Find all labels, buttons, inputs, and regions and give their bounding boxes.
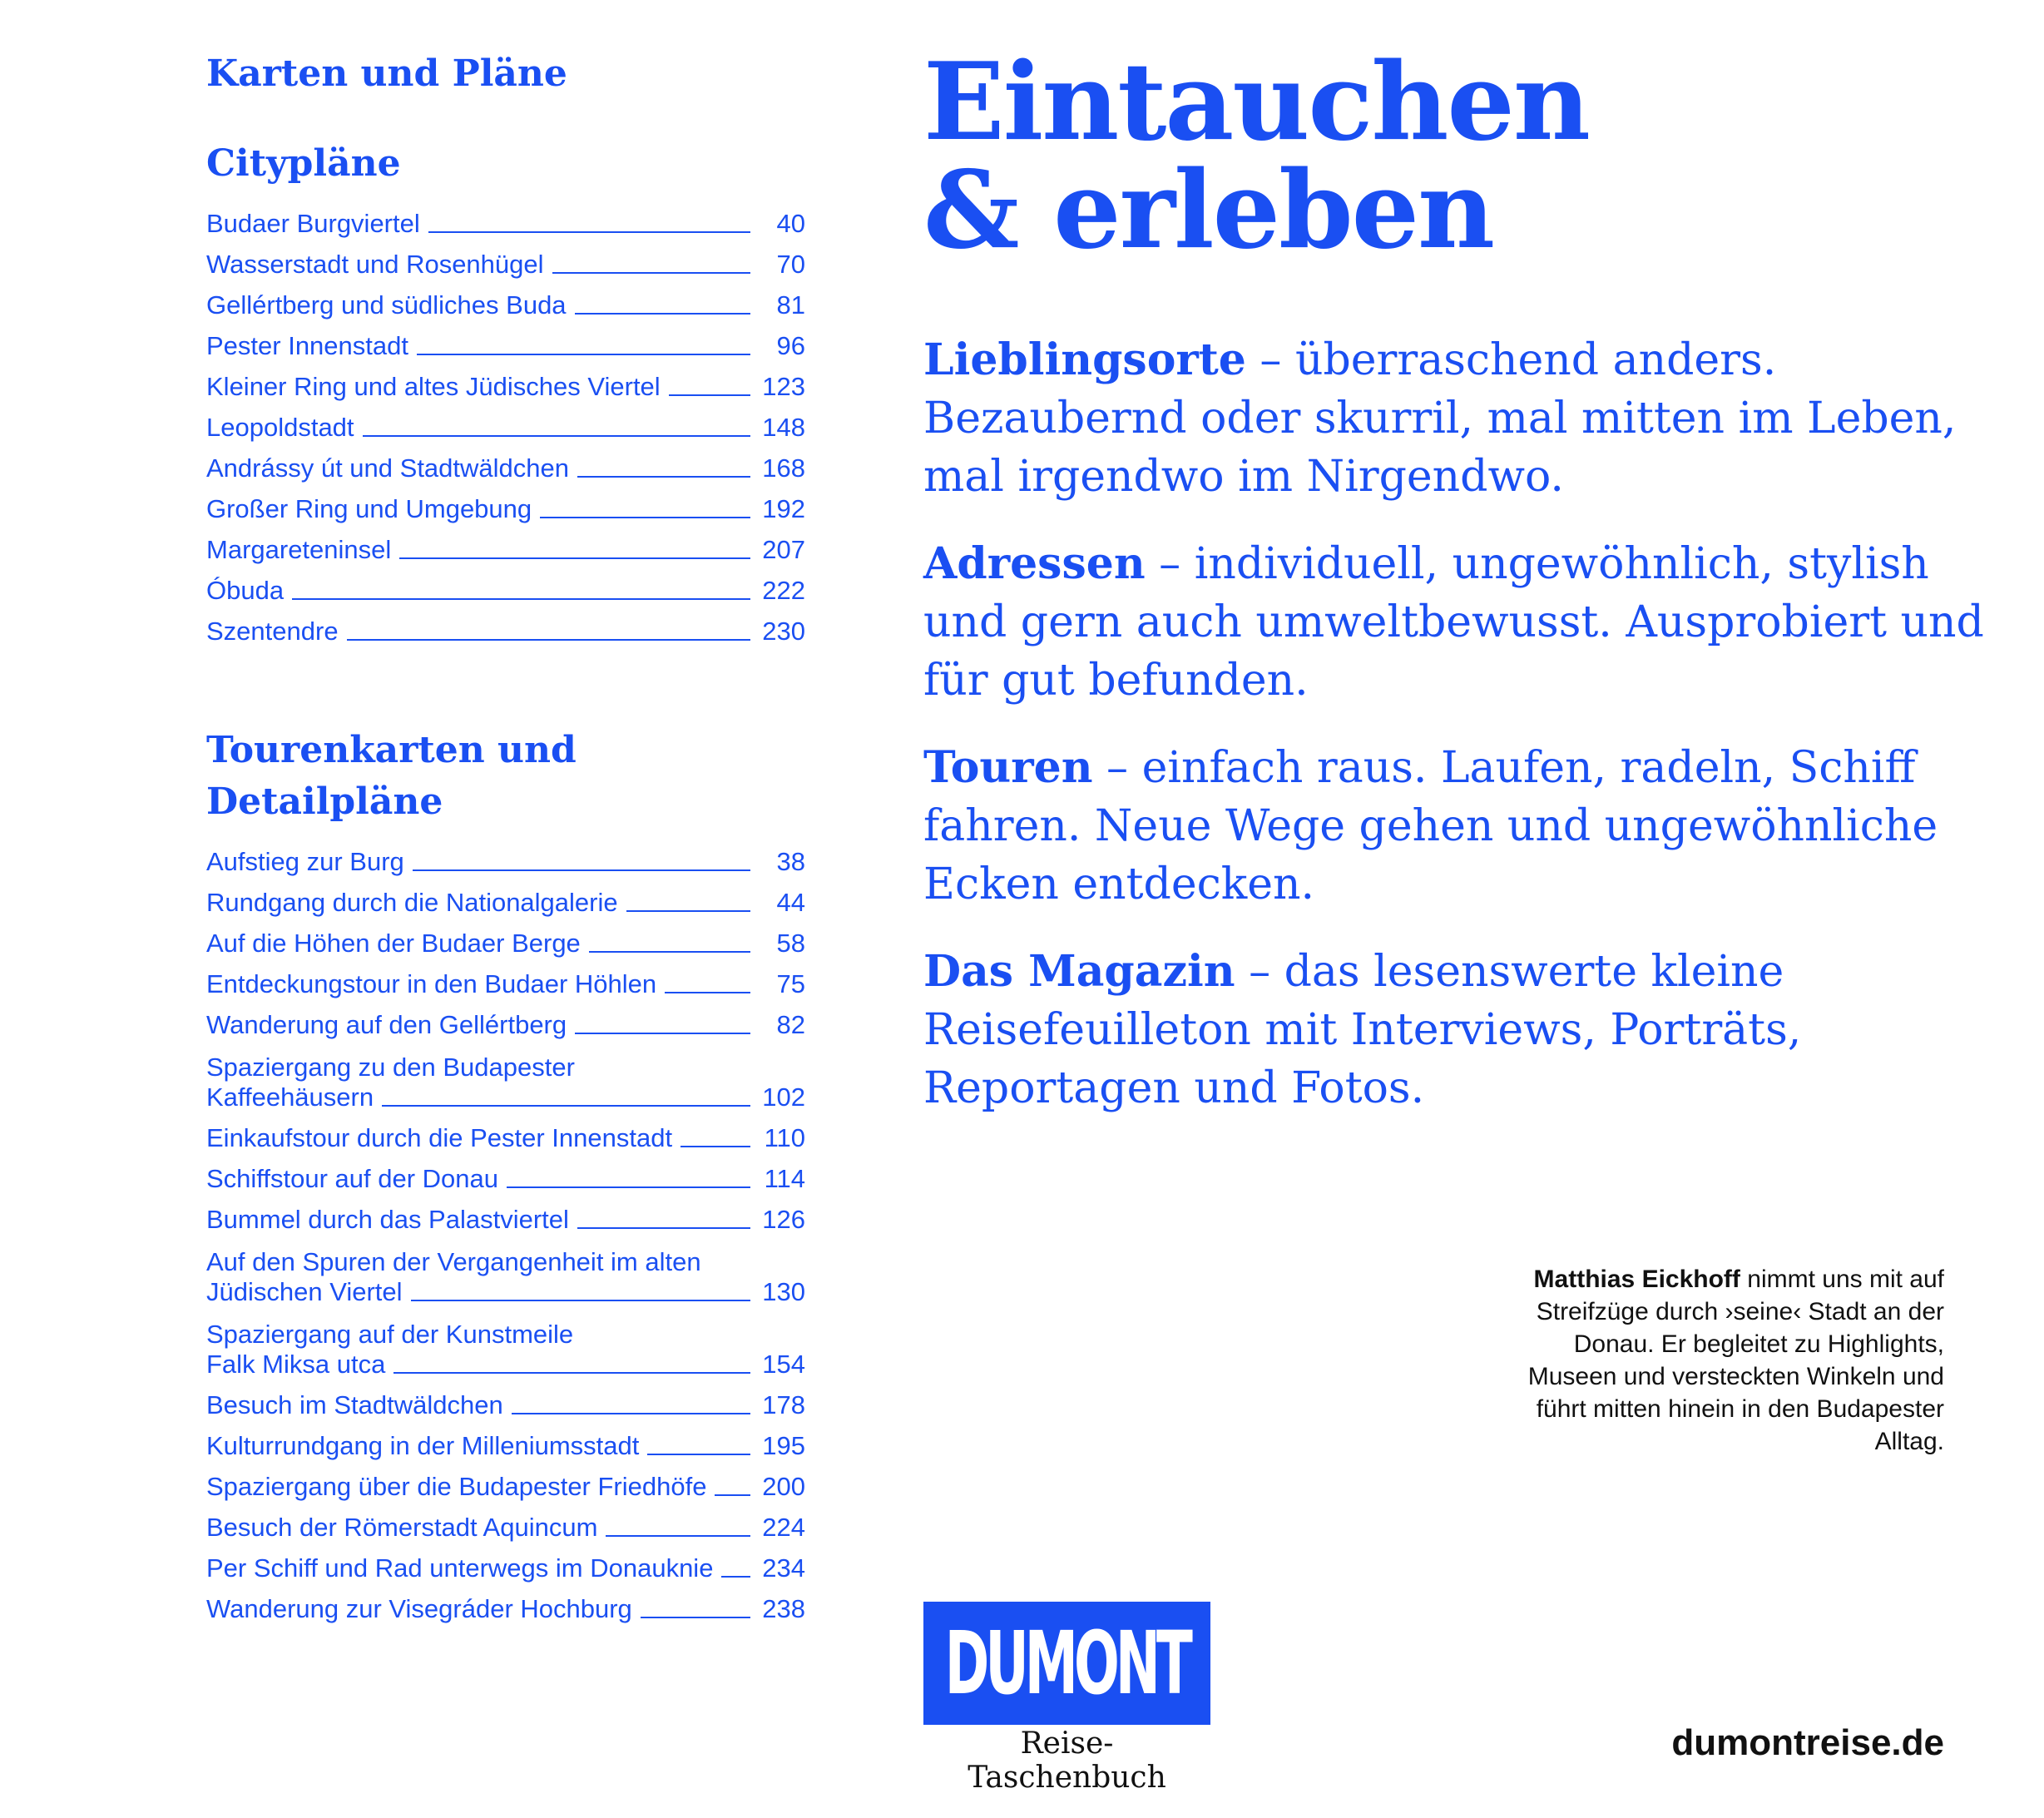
- list-item: Leopoldstadt 148: [206, 413, 805, 442]
- list-item: Kulturrundgang in der Milleniumsstadt 195: [206, 1431, 805, 1460]
- city-maps-title: Citypläne: [206, 142, 401, 185]
- tour-maps-list: [206, 836, 805, 1624]
- feature-touren: Touren – einfach raus. Laufen, radeln, Schiff fahren. Neue Wege gehen und ungewöhnliche Ecken entdecken.: [923, 742, 1938, 909]
- maps-section: [206, 48, 805, 1624]
- list-item: Rundgang durch die Nationalgalerie 44: [206, 888, 805, 917]
- tour-maps-title: Tourenkarten und Detailpläne: [206, 729, 577, 823]
- feature-magazin: Das Magazin – das lesenswerte kleine Reisefeuilleton mit Interviews, Porträts, Reportagen und Fotos.: [923, 946, 1802, 1113]
- list-item: Spaziergang zu den Budapester Kaffeehäusern 102: [206, 1053, 805, 1112]
- list-item: Wasserstadt und Rosenhügel 70: [206, 250, 805, 279]
- list-item: Entdeckungstour in den Budaer Höhlen 75: [206, 969, 805, 998]
- list-item: Bummel durch das Palastviertel 126: [206, 1205, 805, 1234]
- list-item: Andrássy út und Stadtwäldchen 168: [206, 453, 805, 483]
- list-item: Auf die Höhen der Budaer Berge 58: [206, 929, 805, 958]
- list-item: Óbuda 222: [206, 576, 805, 605]
- list-item: Besuch im Stadtwäldchen 178: [206, 1390, 805, 1419]
- website-url: dumontreise.de: [1671, 1722, 1944, 1763]
- list-item: Auf den Spuren der Vergangenheit im alten Jüdischen Viertel 130: [206, 1247, 805, 1306]
- maps-title: Karten und Pläne: [206, 52, 567, 95]
- series-name: Reise-Taschenbuch: [968, 1726, 1166, 1795]
- list-item: Wanderung zur Visegráder Hochburg 238: [206, 1594, 805, 1623]
- feature-lieblingsorte: Lieblingsorte – überraschend anders. Bezaubernd oder skurril, mal mitten im Leben, mal irgendwo im Nirgendwo.: [923, 334, 1957, 502]
- author-blurb: Matthias Eickhoff nimmt uns mit auf Streifzüge durch ›seine‹ Stadt an der Donau. Er begleitet zu Highlights, Museen und versteckten Winkeln und führt mitten hinein in den Budapester Alltag.: [1527, 1266, 1944, 1455]
- intro-section: [923, 40, 1997, 1117]
- list-item: Margareteninsel 207: [206, 535, 805, 564]
- list-item: Gellértberg und südliches Buda 81: [206, 290, 805, 320]
- dumont-logo: DUMONT: [923, 1602, 1210, 1725]
- headline: Eintauchen & erleben: [923, 40, 1589, 273]
- list-item: Großer Ring und Umgebung 192: [206, 494, 805, 523]
- list-item: Spaziergang auf der Kunstmeile Falk Miksa utca 154: [206, 1320, 805, 1379]
- list-item: Budaer Burgviertel 40: [206, 209, 805, 238]
- list-item: Aufstieg zur Burg 38: [206, 847, 805, 876]
- city-maps-list: [206, 198, 805, 646]
- list-item: Spaziergang über die Budapester Friedhöfe 200: [206, 1472, 805, 1501]
- list-item: Kleiner Ring und altes Jüdisches Viertel 123: [206, 372, 805, 401]
- list-item: Per Schiff und Rad unterwegs im Donauknie 234: [206, 1553, 805, 1583]
- list-item: Szentendre 230: [206, 617, 805, 646]
- list-item: Schiffstour auf der Donau 114: [206, 1164, 805, 1193]
- list-item: Besuch der Römerstadt Aquincum 224: [206, 1513, 805, 1542]
- list-item: Wanderung auf den Gellértberg 82: [206, 1010, 805, 1039]
- list-item: Pester Innenstadt 96: [206, 331, 805, 360]
- list-item: Einkaufstour durch die Pester Innenstadt 110: [206, 1123, 805, 1152]
- feature-adressen: Adressen – individuell, ungewöhnlich, stylish und gern auch umweltbewusst. Ausprobiert und für gut befunden.: [923, 538, 1984, 706]
